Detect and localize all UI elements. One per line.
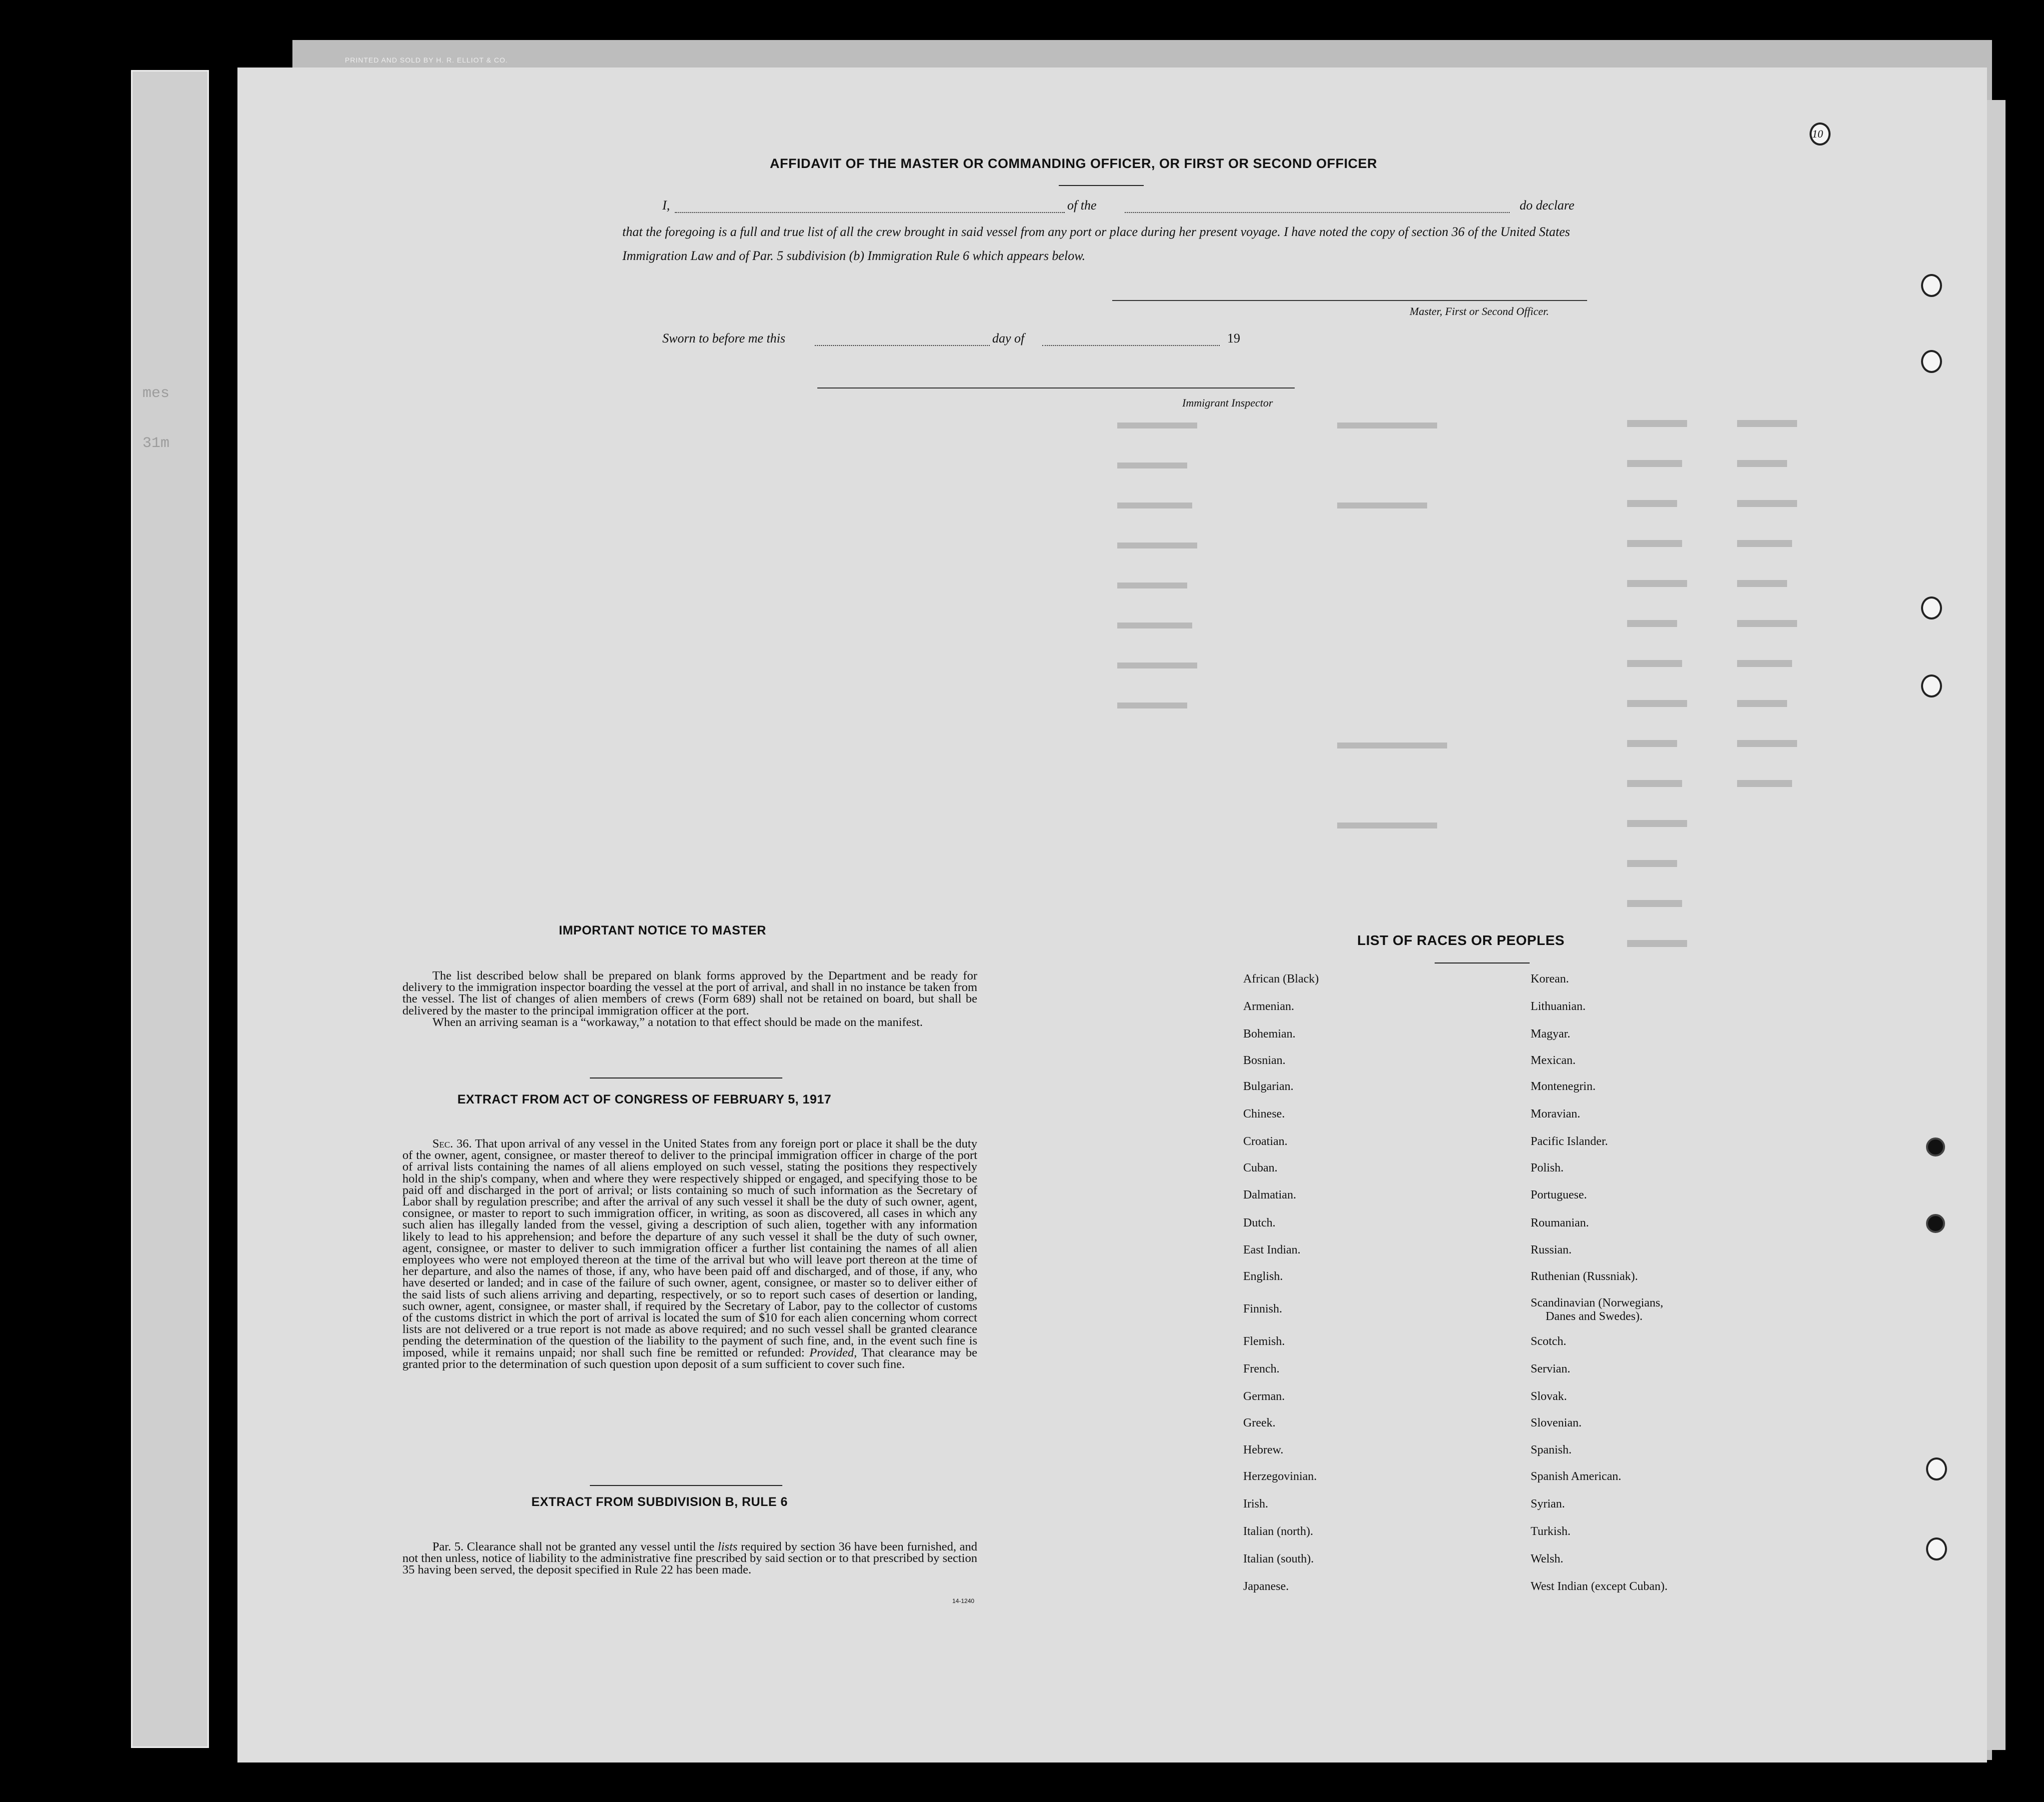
vessel-field[interactable] <box>1125 212 1510 213</box>
race-item: Slovak. <box>1531 1390 1567 1403</box>
race-item: Dutch. <box>1243 1216 1276 1230</box>
printer-line: PRINTED AND SOLD BY H. R. ELLIOT & CO. <box>345 56 508 64</box>
race-item: Chinese. <box>1243 1108 1285 1120</box>
divider <box>1435 962 1530 964</box>
section-36-text <box>402 1138 977 1370</box>
race-item: Moravian. <box>1531 1108 1581 1120</box>
proviso-text: That clearance may be granted prior to the determination of such question upon deposit of a sum sufficient to cover such fine. <box>402 1346 978 1371</box>
race-item: Mexican. <box>1531 1054 1576 1067</box>
inspector-caption: Immigrant Inspector <box>1182 396 1273 409</box>
affidavit-title: AFFIDAVIT OF THE MASTER OR COMMANDING OFFICER, OR FIRST OR SECOND OFFICER <box>770 156 1377 171</box>
race-item: Finnish. <box>1243 1302 1283 1316</box>
section-36-body: That upon arrival of any vessel in the United States from any foreign port or place it shall be the duty of the owner, agent, consignee, or master thereof to deliver to the principal immigration officer in charge of the port of arrival lists containing the names of all aliens employed on such vessel, stating the positions they respectively hold in the ship's company, when and where they were respectively shipped or engaged, and specifying those to be paid off and discharged in the port of arrival; or lists containing so much of such information as the Secretary of Labor shall by regulation prescribe; and after the arrival of any such vessel it shall be the duty of such owner, agent, consignee, or master to report to such immigration officer, in writing, as soon as discovered, all cases in which any such alien has illegally landed from the vessel, giving a description of such alien, together with any information likely to lead to his apprehension; and before the departure of any such vessel it shall be the duty of such owner, agent, consignee, or master to deliver to such immigration officer a further list containing the names of all alien employees who were not employed thereon at the time of the arrival but who will leave port thereon at the time of her departure, and also the names of those, if any, who have been paid off and discharged, and of those, if any, who have deserted or landed; and in case of the failure of such owner, agent, consignee, or master so to deliver either of the said lists of such aliens arriving and departing, respectively, or so to report such cases of desertion or landing, such owner, agent, consignee, or master shall, if required by the Secretary of Labor, pay to the collector of customs of the customs district in which the port of arrival is located the sum of $10 for each alien concerning whom correct lists are not delivered or a true report is not made as above required; and no such vessel shall be granted clearance pending the determination of the question of the liability to the payment of such fine, and, in the event such fine is imposed, while it remains unpaid; nor shall such fine be remitted or refunded: <box>402 1137 977 1360</box>
affidavit-of-the: of the <box>1067 198 1097 212</box>
par-5-text <box>402 1541 977 1576</box>
race-item: Danes and Swedes). <box>1546 1310 1643 1323</box>
section-label: Sec. 36. <box>432 1137 472 1150</box>
race-item: Bulgarian. <box>1243 1080 1294 1093</box>
race-item: Dalmatian. <box>1243 1188 1296 1202</box>
affidavit-body: that the foregoing is a full and true list of all the crew brought in said vessel from any port or place during her present voyage. I have noted the copy of section 36 of the United States Immigration Law and of Par. 5 subdivision (b) Immigration Rule 6 which appears below. <box>622 224 1570 263</box>
par-5-part-a: Par. 5. Clearance shall not be granted any vessel until the <box>432 1540 715 1554</box>
name-field[interactable] <box>675 212 1065 213</box>
race-item: French. <box>1243 1362 1280 1376</box>
race-item: Russian. <box>1531 1244 1572 1256</box>
race-item: Montenegrin. <box>1531 1080 1596 1093</box>
affidavit-declare: do declare <box>1520 198 1575 212</box>
race-item: German. <box>1243 1390 1285 1403</box>
binder-hole <box>1926 1458 1947 1480</box>
binder-hole <box>1921 350 1942 373</box>
race-item: Pacific Islander. <box>1531 1135 1608 1148</box>
race-item: Croatian. <box>1243 1135 1288 1148</box>
race-item: Ruthenian (Russniak). <box>1531 1270 1638 1283</box>
notice-text <box>402 970 977 1028</box>
notice-title: IMPORTANT NOTICE TO MASTER <box>559 924 766 938</box>
race-item: Italian (north). <box>1243 1525 1313 1538</box>
race-item: East Indian. <box>1243 1244 1301 1256</box>
proviso-word: Provided, <box>809 1346 857 1360</box>
race-item: Korean. <box>1531 972 1569 986</box>
par-5-part-b: required by section 36 have been furnished, and not then unless, notice of liability to the administrative fine prescribed by said section or to that prescribed by section 35 having been served, the deposit specified in Rule 22 has been made. <box>402 1540 978 1577</box>
par-5-lists: lists <box>717 1540 738 1554</box>
race-item: Spanish American. <box>1531 1470 1622 1483</box>
race-item: Armenian. <box>1243 1000 1294 1013</box>
race-item: Cuban. <box>1243 1162 1278 1174</box>
affidavit-i: I, <box>662 198 670 212</box>
race-item: Turkish. <box>1531 1525 1571 1538</box>
race-item: Bohemian. <box>1243 1028 1296 1040</box>
sworn-year: 19 <box>1227 331 1240 346</box>
sworn-day-field[interactable] <box>815 345 990 346</box>
race-item: English. <box>1243 1270 1283 1283</box>
race-item: Lithuanian. <box>1531 1000 1586 1013</box>
binder-hole <box>1926 1138 1945 1156</box>
race-item: Japanese. <box>1243 1580 1289 1593</box>
race-item: Scotch. <box>1531 1335 1567 1348</box>
race-item: Irish. <box>1243 1498 1268 1510</box>
binder-hole <box>1921 596 1942 620</box>
race-item: Bosnian. <box>1243 1054 1286 1067</box>
race-item: Welsh. <box>1531 1552 1564 1566</box>
master-signature-line[interactable] <box>1112 300 1587 301</box>
race-item: Polish. <box>1531 1162 1564 1174</box>
race-item: Slovenian. <box>1531 1416 1582 1430</box>
divider <box>590 1485 782 1486</box>
races-title: LIST OF RACES OR PEOPLES <box>1357 932 1565 948</box>
binder-hole <box>1921 674 1942 698</box>
races-list <box>1243 972 1743 1602</box>
master-signature-caption: Master, First or Second Officer. <box>1410 305 1549 318</box>
extract-rule-title: EXTRACT FROM SUBDIVISION B, RULE 6 <box>531 1495 788 1509</box>
race-item: Servian. <box>1531 1362 1571 1376</box>
race-item: Roumanian. <box>1531 1216 1589 1230</box>
race-item: Herzegovinian. <box>1243 1470 1317 1483</box>
race-item: African (Black) <box>1243 972 1319 986</box>
notice-paragraph-2: When an arriving seaman is a “workaway,” a notation to that effect should be made on the manifest. <box>432 1015 923 1029</box>
race-item: Italian (south). <box>1243 1552 1314 1566</box>
binder-hole <box>1926 1538 1947 1560</box>
sworn-day-of: day of <box>992 331 1025 346</box>
race-item: West Indian (except Cuban). <box>1531 1580 1668 1593</box>
sworn-text: Sworn to before me this <box>662 331 786 346</box>
form-number: 14-1240 <box>952 1598 975 1604</box>
corner-mark: 10 <box>1812 128 1823 140</box>
race-item: Greek. <box>1243 1416 1276 1430</box>
margin-mark: mes <box>142 385 170 402</box>
race-item: Portuguese. <box>1531 1188 1587 1202</box>
sworn-month-field[interactable] <box>1042 345 1220 346</box>
left-sheet-edge <box>131 70 209 1748</box>
race-item: Spanish. <box>1531 1444 1572 1456</box>
race-item: Flemish. <box>1243 1335 1285 1348</box>
binder-hole <box>1921 274 1942 297</box>
race-item: Magyar. <box>1531 1028 1571 1040</box>
race-item: Syrian. <box>1531 1498 1565 1510</box>
title-underline <box>1059 185 1144 186</box>
race-item: Hebrew. <box>1243 1444 1284 1456</box>
binder-hole <box>1926 1214 1945 1233</box>
extract-act-title: EXTRACT FROM ACT OF CONGRESS OF FEBRUARY 5, 1917 <box>457 1092 832 1106</box>
race-item: Scandinavian (Norwegians, <box>1531 1296 1664 1310</box>
notice-paragraph-1: The list described below shall be prepared on blank forms approved by the Department and be ready for delivery to the immigration inspector boarding the vessel at the port of arrival, and shall in no instance be taken from the vessel. The list of changes of alien members of crews (Form 689) shall not be retained on board, but shall be delivered by the master to the principal immigration officer at the port. <box>402 969 977 1018</box>
margin-mark: 31m <box>142 435 170 452</box>
